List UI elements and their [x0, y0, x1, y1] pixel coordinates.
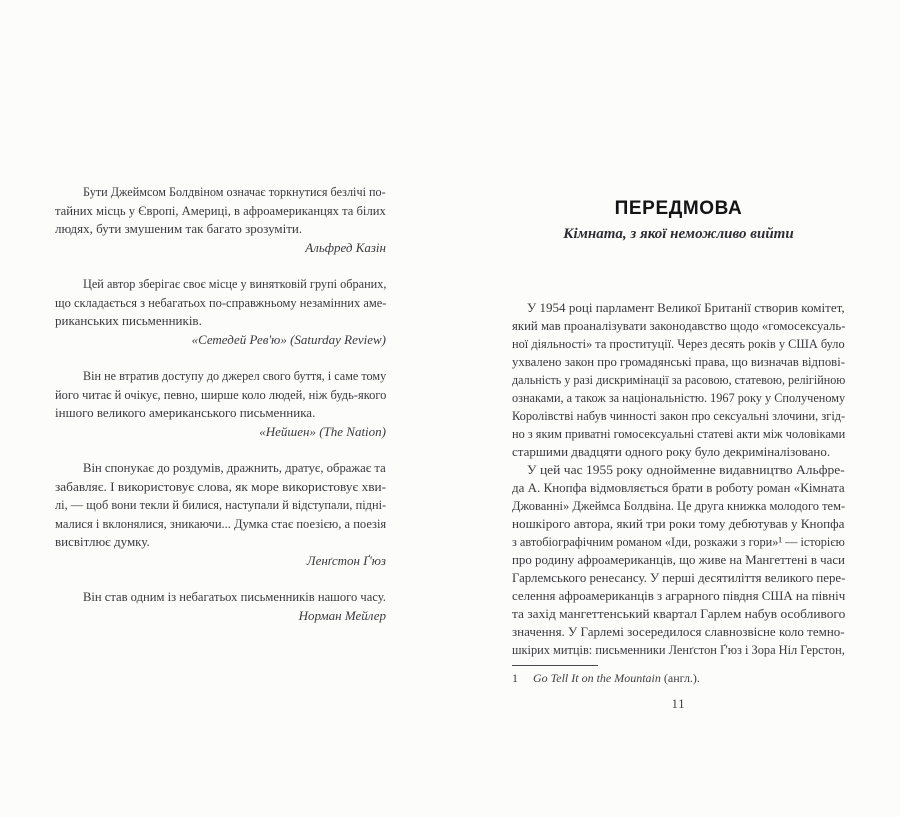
text-line-content: малися і вклонялися, зникаючи... Думка стає поезією, а поезія: [55, 515, 387, 531]
text-line: [512, 479, 845, 497]
text-line-content: Королівстві набув чинності закон про сексуальні злочини, згід-: [512, 408, 846, 423]
epigraph-block: [55, 459, 386, 570]
preface-title: ПЕРЕДМОВА: [614, 198, 743, 219]
epigraph-lines: [55, 588, 386, 607]
epigraph-attribution: [55, 239, 386, 258]
attribution-text: «Нейшен» (The Nation): [259, 423, 386, 439]
epigraph-lines: [55, 275, 386, 331]
epigraph-block: [55, 275, 386, 349]
text-line-content: да А. Кнопфа відмовляється брати в роботу роман «Кімната: [512, 480, 845, 495]
footnote-language-note: (англ.).: [660, 671, 700, 685]
footnote: [512, 671, 845, 686]
text-line-content: з автобіографічним романом «Іди, розкажи з гори»¹ — історією: [512, 534, 845, 549]
text-line: [512, 335, 845, 353]
text-line-content: Бути Джеймсом Болдвіном означає торкнутися безлічі по-: [83, 184, 386, 199]
text-line: [55, 496, 386, 515]
text-line: [55, 478, 386, 497]
text-line: [512, 623, 845, 641]
footnote-book-title: Go Tell It on the Mountain: [533, 671, 661, 685]
epigraph-lines: [55, 367, 386, 423]
text-line: [512, 299, 845, 317]
text-line: [512, 641, 845, 659]
text-line-content: ношкірого автора, який три роки тому дебютував у Кнопфа: [512, 516, 845, 531]
footnote-rule: [512, 665, 598, 666]
text-line: [512, 551, 845, 569]
text-line: [55, 275, 386, 294]
text-line-content: дальність у разі дискримінації за расовою, статевою, релігійною: [512, 372, 846, 387]
text-line-content: та захід мангеттенський квартал Гарлем набув особливого: [512, 606, 846, 621]
text-line-content: тайних місць у Європі, Америці, в афроамериканцях та білих: [55, 202, 386, 218]
text-line: [55, 183, 386, 202]
text-line-content: ної діяльності» та проституції. Через десять років у США було: [512, 336, 845, 351]
text-line: [55, 220, 386, 239]
text-line-content: забавляє. І використовує слова, як море використовує хви-: [55, 478, 387, 494]
text-line-content: Він став одним із небагатьох письменників нашого часу.: [83, 589, 386, 604]
text-line: [512, 569, 845, 587]
text-line: [512, 497, 845, 515]
body-paragraph: [512, 299, 845, 461]
epigraph-block: [55, 183, 386, 257]
text-line: [512, 461, 845, 479]
text-line: [512, 605, 845, 623]
epigraph-attribution: [55, 607, 386, 626]
text-line-content: У 1954 році парламент Великої Британії створив комітет,: [527, 300, 845, 315]
text-line: [55, 459, 386, 478]
epigraph-block: [55, 367, 386, 441]
text-line-content: Джованні» Джеймса Болдвіна. Це друга книжка молодого тем-: [512, 498, 846, 513]
text-line: [512, 389, 845, 407]
text-line: [55, 515, 386, 534]
footnote-marker: 1: [512, 671, 518, 685]
text-line: [55, 367, 386, 386]
text-line-content: ухвалено закон про громадянські права, що визначав відпові-: [512, 354, 845, 369]
text-line-content: що складається з небагатьох по-справжньому незамінних аме-: [55, 294, 387, 310]
text-line-content: про родину афроамериканців, що живе на Мангеттені в часи: [512, 552, 845, 567]
text-line-content: но з яким приватні гомосексуальні статеві акти між чоловіками: [512, 426, 846, 441]
text-line-content: лі, — щоб вони текли й билися, наступали й відступали, підні-: [55, 497, 387, 512]
text-line-content: Він не втратив доступу до джерел свого буття, і саме тому: [83, 368, 387, 383]
text-line: [55, 202, 386, 221]
text-line: [512, 515, 845, 533]
text-line: [55, 588, 386, 607]
epigraph-lines: [55, 459, 386, 552]
text-line-content: селення афроамериканців з аграрного півдня США на північ: [512, 588, 846, 603]
preface-subtitle: Кімната, з якої неможливо вийти: [563, 226, 794, 242]
attribution-text: «Сетедей Рев'ю» (Saturday Review): [191, 331, 386, 347]
text-line-content: ознаками, а також за національністю. 1967 року у Сполученому: [512, 390, 846, 405]
text-line: [512, 317, 845, 335]
text-line: [55, 404, 386, 423]
text-line-content: Він спонукає до роздумів, дражнить, дратує, ображає та: [83, 460, 386, 475]
text-line: [512, 353, 845, 371]
text-line: [512, 587, 845, 605]
text-line: [512, 371, 845, 389]
text-line: [55, 533, 386, 552]
text-line-content: риканських письменників.: [55, 313, 202, 328]
text-line-content: іншого великого американського письменника.: [55, 405, 316, 420]
text-line-content: Цей автор зберігає своє місце у винятковій групі обраних,: [83, 276, 387, 291]
text-line: [512, 425, 845, 443]
text-line: [512, 533, 845, 551]
text-line: [55, 294, 386, 313]
epigraph-attribution: [55, 552, 386, 571]
attribution-text: Альфред Казін: [305, 239, 386, 255]
text-line-content: висвітлює думку.: [55, 534, 150, 549]
text-line-content: який мав проаналізувати законодавство щодо «гомосексуаль-: [512, 318, 846, 333]
text-line: [55, 386, 386, 405]
attribution-text: Ленґстон Ґ'юз: [306, 552, 386, 568]
text-line-content: У цей час 1955 року однойменне видавництво Альфре-: [527, 462, 845, 477]
text-line-content: людях, бути змушеним так багато зрозуміти.: [55, 221, 303, 236]
text-line: [512, 443, 845, 461]
epigraph-attribution: [55, 331, 386, 350]
text-line: [512, 407, 845, 425]
text-line: [55, 312, 386, 331]
text-line-content: старшими двадцяти одного року було декриміналізовано.: [512, 444, 831, 459]
text-line-content: Гарлемського ренесансу. У перші десятиліття великого пере-: [512, 570, 846, 585]
text-line-content: значення. У Гарлемі зосередилося славнозвісне коло темно-: [512, 624, 845, 639]
body-paragraph: [512, 461, 845, 659]
text-line-content: його читає й очікує, певно, ширше коло людей, ніж будь-якого: [55, 386, 387, 402]
attribution-text: Норман Мейлер: [298, 607, 386, 623]
left-page-epigraphs: [55, 183, 386, 625]
epigraph-lines: [55, 183, 386, 239]
epigraph-attribution: [55, 423, 386, 442]
right-page-body: [512, 299, 845, 659]
page-number: 11: [671, 697, 686, 711]
text-line-content: шкірих митців: письменники Ленґстон Ґ'юз і Зора Ніл Герстон,: [512, 642, 845, 657]
epigraph-block: [55, 588, 386, 625]
